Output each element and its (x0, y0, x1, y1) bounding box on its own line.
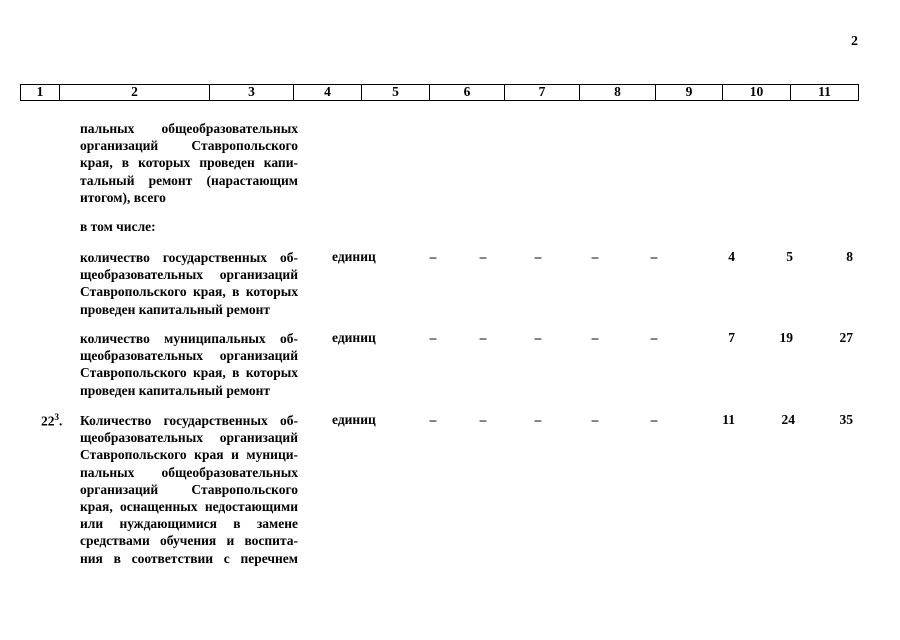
dash-cell: – (534, 330, 542, 345)
row-number-suffix: . (59, 413, 63, 429)
desc-line: организаций Ставропольского (80, 481, 298, 497)
dash-cell: – (534, 412, 542, 427)
desc-line: количество муниципальных об- (80, 331, 298, 346)
header-col-1: 1 (36, 84, 44, 99)
desc-line: Количество государственных об- (80, 413, 298, 428)
table-row-description (80, 249, 298, 318)
value-col-10: 24 (781, 412, 795, 427)
unit-cell: единиц (332, 412, 376, 427)
desc-line: пальных общеобразовательных (80, 464, 298, 480)
desc-line: проведен капитальный ремонт (80, 382, 271, 398)
dash-cell: – (479, 412, 487, 427)
unit-cell: единиц (332, 330, 376, 345)
desc-line: средствами обучения и воспита- (80, 533, 298, 549)
value-col-9: 7 (728, 330, 735, 345)
dash-cell: – (429, 249, 437, 264)
row-number (41, 412, 62, 430)
header-col-5: 5 (361, 85, 429, 100)
value-col-10: 19 (779, 330, 793, 345)
table-row-description (80, 330, 298, 399)
dash-cell: – (591, 412, 599, 427)
desc-line: Ставропольского края и муници- (80, 447, 298, 463)
header-col-3: 3 (209, 85, 293, 100)
desc-line: щеобразовательных организаций (80, 267, 298, 283)
desc-line: Ставропольского края, в которых (80, 284, 298, 300)
dash-cell: – (479, 249, 487, 264)
header-col-2: 2 (59, 85, 209, 100)
dash-cell: – (650, 412, 658, 427)
value-col-11: 35 (839, 412, 853, 427)
row-number-superscript: 3 (54, 412, 59, 422)
dash-cell: – (429, 330, 437, 345)
dash-cell: – (479, 330, 487, 345)
table-row-description (80, 412, 298, 567)
value-col-9: 11 (722, 412, 735, 427)
header-col-11: 11 (790, 85, 858, 100)
value-col-11: 8 (846, 249, 853, 264)
value-col-9: 4 (728, 249, 735, 264)
header-col-4: 4 (293, 85, 361, 100)
value-col-11: 27 (839, 330, 853, 345)
table-header-row (20, 84, 859, 101)
desc-line: тальный ремонт (нарастающим (80, 172, 298, 188)
desc-line: края, оснащенных недостающими (80, 499, 298, 515)
value-col-10: 5 (786, 249, 793, 264)
dash-cell: – (591, 249, 599, 264)
desc-line: Ставропольского края, в которых (80, 365, 298, 381)
desc-line: края, в которых проведен капи- (80, 155, 298, 171)
page-number: 2 (851, 34, 858, 49)
desc-line: или нуждающимися в замене (80, 516, 298, 532)
header-col-7: 7 (504, 85, 579, 100)
desc-line: организаций Ставропольского (80, 138, 298, 154)
dash-cell: – (591, 330, 599, 345)
header-col-9: 9 (655, 85, 722, 100)
header-col-10: 10 (722, 85, 790, 100)
desc-line: проведен капитальный ремонт (80, 301, 271, 317)
desc-line: щеобразовательных организаций (80, 348, 298, 364)
desc-line: итогом), всего (80, 189, 166, 205)
dash-cell: – (650, 330, 658, 345)
dash-cell: – (429, 412, 437, 427)
desc-line: щеобразовательных организаций (80, 430, 298, 446)
row-number-main: 22 (41, 413, 55, 429)
header-col-6: 6 (429, 85, 504, 100)
desc-line: пальных общеобразовательных (80, 121, 298, 136)
continuation-description (80, 120, 298, 206)
dash-cell: – (534, 249, 542, 264)
dash-cell: – (650, 249, 658, 264)
subheading: в том числе: (80, 219, 156, 234)
header-col-8: 8 (579, 85, 655, 100)
desc-line: количество государственных об- (80, 250, 298, 265)
unit-cell: единиц (332, 249, 376, 264)
desc-line: ния в соответствии с перечнем (80, 550, 298, 566)
